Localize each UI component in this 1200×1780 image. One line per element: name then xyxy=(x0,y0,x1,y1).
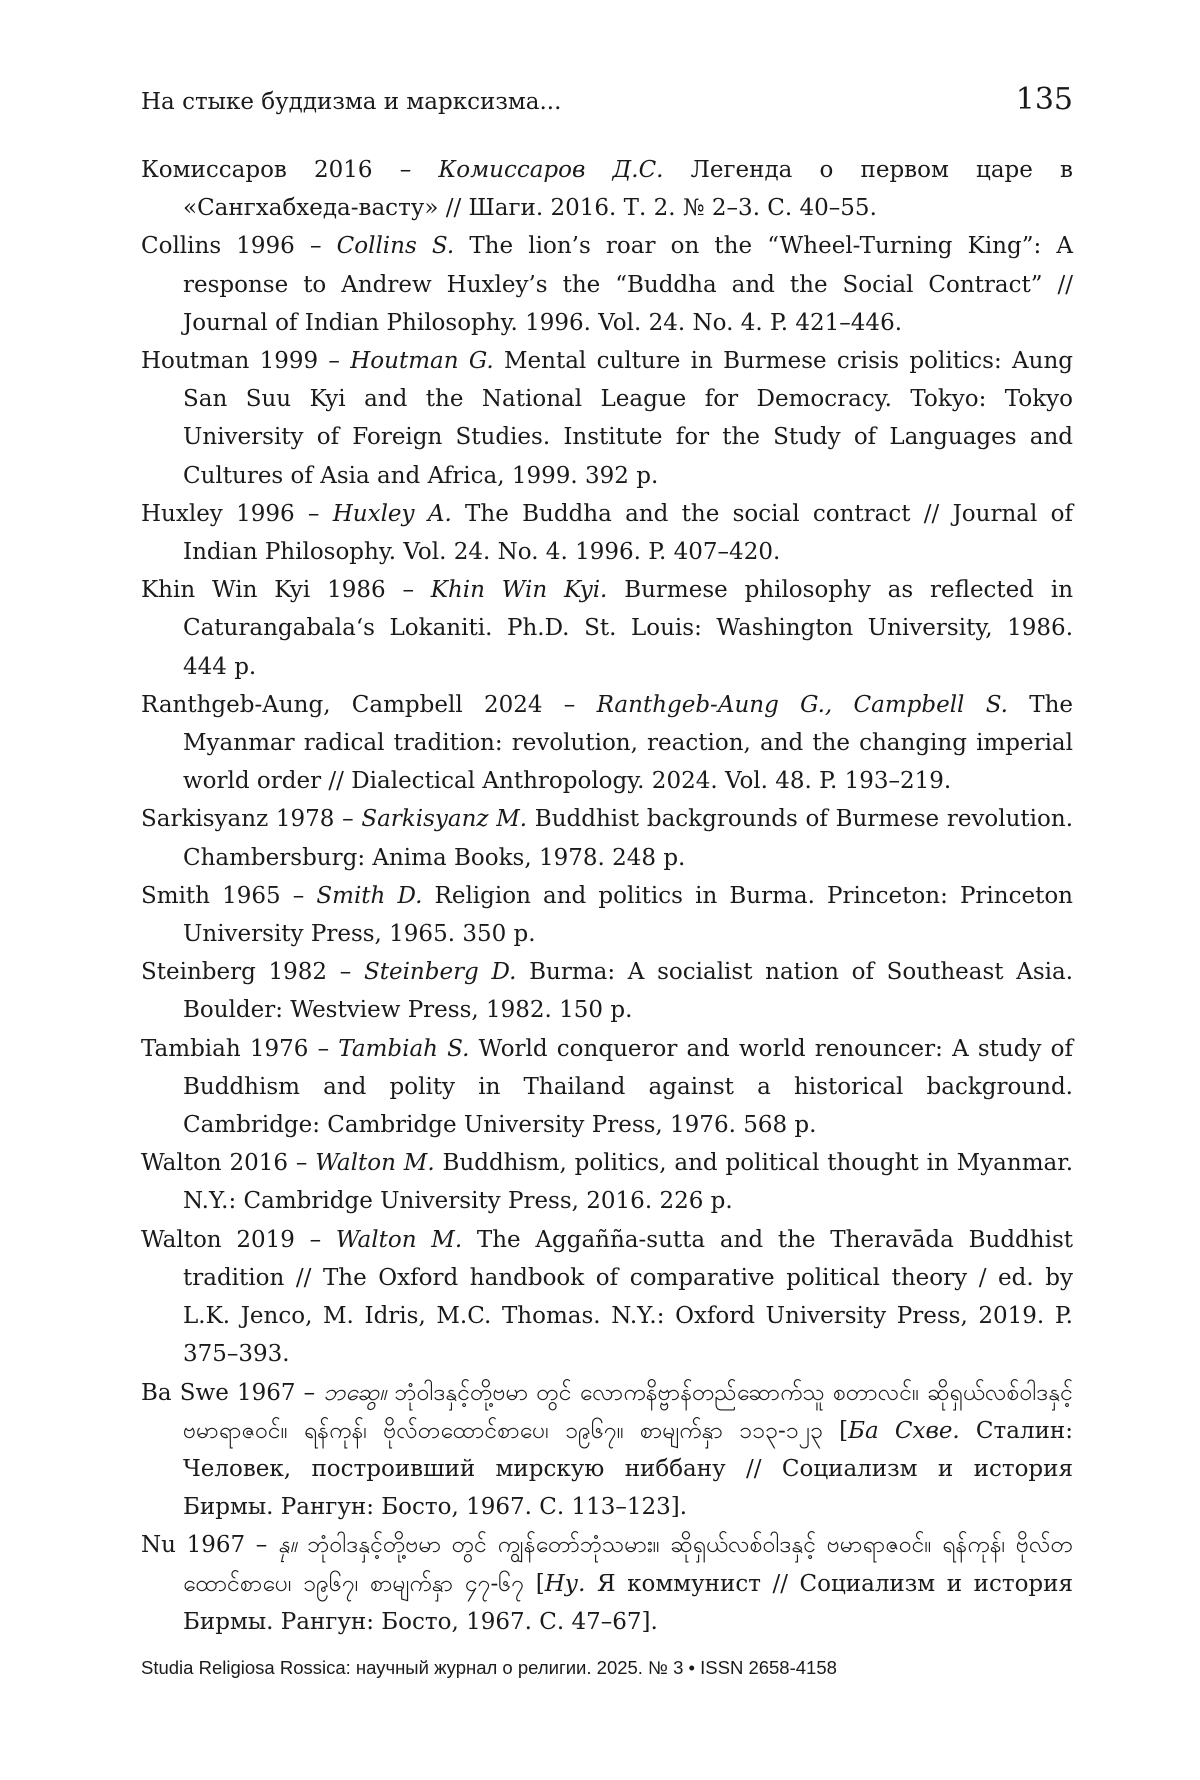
reference-key: Nu 1967 – xyxy=(141,1532,278,1559)
reference-author: Smith D. xyxy=(316,882,423,909)
reference-entry xyxy=(141,953,1073,1029)
reference-author: Khin Win Kyi. xyxy=(430,577,608,604)
reference-translation-author: Ну. xyxy=(544,1570,586,1597)
reference-text: Religion and politics in Burma. Princeton: Princeton University Press, 1965. 350 p. xyxy=(183,882,1073,948)
reference-entry xyxy=(141,342,1073,495)
reference-entry xyxy=(141,571,1073,686)
reference-translation-text: Я коммунист // Социализм и история Бирмы. Рангун: Босто, 1967. С. 47–67]. xyxy=(183,1570,1073,1635)
running-header xyxy=(141,82,1073,122)
reference-author: Houtman G. xyxy=(350,348,494,375)
reference-text: Buddhist backgrounds of Burmese revolution. Chambersburg: Anima Books, 1978. 248 p. xyxy=(183,806,1074,871)
reference-key: Steinberg 1982 – xyxy=(141,959,364,986)
journal-footer: Studia Religiosa Rossica: научный журнал о религии. 2025. № 3 • ISSN 2658-4158 xyxy=(141,1657,837,1678)
reference-entry-burmese xyxy=(141,1526,1073,1641)
reference-key: Huxley 1996 – xyxy=(141,500,333,527)
reference-key: Комиссаров 2016 – xyxy=(141,157,439,183)
reference-key: Walton 2016 – xyxy=(141,1150,316,1177)
reference-entry xyxy=(141,800,1073,876)
reference-text: World conqueror and world renouncer: A study of Buddhism and polity in Thailand against a historical background. Cambridge: Cambridge University Press, 1976. 568 p. xyxy=(183,1035,1073,1139)
reference-text: Burmese philosophy as reflected in Caturangabala‘s Lokaniti. Ph.D. St. Louis: Washington University, 1986. 444 p. xyxy=(183,577,1074,680)
reference-author-burmese: နု။ xyxy=(277,1532,297,1559)
reference-key: Sarkisyanz 1978 – xyxy=(141,806,362,833)
reference-text: Buddhism, politics, and political thought in Myanmar. N.Y.: Cambridge University Press, 2016. 226 p. xyxy=(183,1150,1073,1215)
reference-text: Mental culture in Burmese crisis politics: Aung San Suu Kyi and the National League for Democracy. Tokyo: Tokyo University of Foreign Studies. Institute for the Study of Languages and Cultures of Asia and Africa, 1999. 392 p. xyxy=(183,348,1073,489)
reference-entry xyxy=(141,1144,1073,1220)
reference-translation-open: [ xyxy=(822,1417,849,1444)
reference-burmese-text: ဘုံဝါဒနှင့်တို့ဗမာ တွင် ကျွန်တော်ဘုံသမား။ ဆိုရှယ်လစ်ဝါဒနှင့် ဗမာရာဇဝင်။ ရန်ကုန်၊ ဗိုလ်တထောင်စာပေ၊ ၁၉၆၇၊ စာမျက်နှာ ၄၇-၆၇ xyxy=(183,1532,1073,1597)
reference-translation-open: [ xyxy=(524,1570,545,1597)
reference-entry xyxy=(141,1221,1073,1374)
reference-translation-author: Ба Схве. xyxy=(848,1417,960,1444)
reference-entry xyxy=(141,151,1073,227)
reference-entry xyxy=(141,1030,1073,1145)
reference-key: Khin Win Kyi 1986 – xyxy=(141,577,431,604)
reference-author: Walton M. xyxy=(315,1150,435,1177)
reference-author: Комиссаров Д.С. xyxy=(438,157,664,183)
reference-entry xyxy=(141,227,1073,342)
reference-text: The lion’s roar on the “Wheel-Turning King”: A response to Andrew Huxley’s the “Buddha and the Social Contract” // Journal of Indian Philosophy. 1996. Vol. 24. No. 4. P. 421–446. xyxy=(183,233,1073,336)
reference-key: Walton 2019 – xyxy=(141,1226,336,1253)
reference-key: Smith 1965 – xyxy=(141,882,317,909)
reference-key: Tambiah 1976 – xyxy=(141,1035,339,1062)
running-title: На стыке буддизма и марксизма... xyxy=(141,89,562,115)
reference-author: Steinberg D. xyxy=(363,959,517,986)
reference-text: The Myanmar radical tradition: revolution, reaction, and the changing imperial world order // Dialectical Anthropology. 2024. Vol. 48. P. 193–219. xyxy=(183,691,1073,795)
reference-author: Sarkisyanz M. xyxy=(361,806,528,833)
reference-author-burmese: ဘဆွေ။ xyxy=(323,1379,387,1406)
reference-author: Tambiah S. xyxy=(338,1035,470,1062)
reference-key: Ranthgeb-Aung, Campbell 2024 – xyxy=(141,691,597,718)
reference-author: Collins S. xyxy=(336,233,455,260)
reference-key: Ba Swe 1967 – xyxy=(141,1379,324,1406)
reference-entry xyxy=(141,877,1073,953)
reference-entry xyxy=(141,686,1073,801)
reference-entry xyxy=(141,495,1073,571)
reference-author: Huxley A. xyxy=(332,500,452,527)
reference-burmese-text: ဘုံဝါဒနှင့်တို့ဗမာ တွင် လောကနိဗ္ဗာန်တည်ဆောက်သူ စတာလင်။ ဆိုရှယ်လစ်ဝါဒနှင့် ဗမာရာဇဝင်။ ရန်ကုန်၊ ဗိုလ်တထောင်စာပေ၊ ၁၉၆၇။ စာမျက်နှာ ၁၁၃-၁၂၃ xyxy=(183,1379,1073,1444)
reference-list xyxy=(141,151,1073,1641)
reference-text: Легенда о первом царе в «Сангхабхеда-васту» // Шаги. 2016. Т. 2. № 2–3. С. 40–55. xyxy=(183,157,1073,222)
reference-text: The Buddha and the social contract // Journal of Indian Philosophy. Vol. 24. No. 4. 1996. P. 407–420. xyxy=(183,500,1073,566)
reference-key: Collins 1996 – xyxy=(141,233,337,260)
reference-entry-burmese xyxy=(141,1374,1073,1527)
reference-text: Burma: A socialist nation of Southeast Asia. Boulder: Westview Press, 1982. 150 p. xyxy=(183,959,1074,1024)
reference-author: Ranthgeb-Aung G., Campbell S. xyxy=(596,691,1008,718)
reference-text: The Aggañña-sutta and the Theravāda Buddhist tradition // The Oxford handbook of comparative political theory / ed. by L.K. Jenco, M. Idris, M.C. Thomas. N.Y.: Oxford University Press, 2019. P. 375–393. xyxy=(183,1226,1073,1368)
reference-key: Houtman 1999 – xyxy=(141,348,351,375)
reference-translation-text: Сталин: Человек, построивший мирскую ниббану // Социализм и история Бирмы. Рангун: Босто, 1967. С. 113–123]. xyxy=(183,1417,1073,1521)
reference-author: Walton M. xyxy=(335,1226,463,1253)
page-number: 135 xyxy=(1015,82,1073,117)
